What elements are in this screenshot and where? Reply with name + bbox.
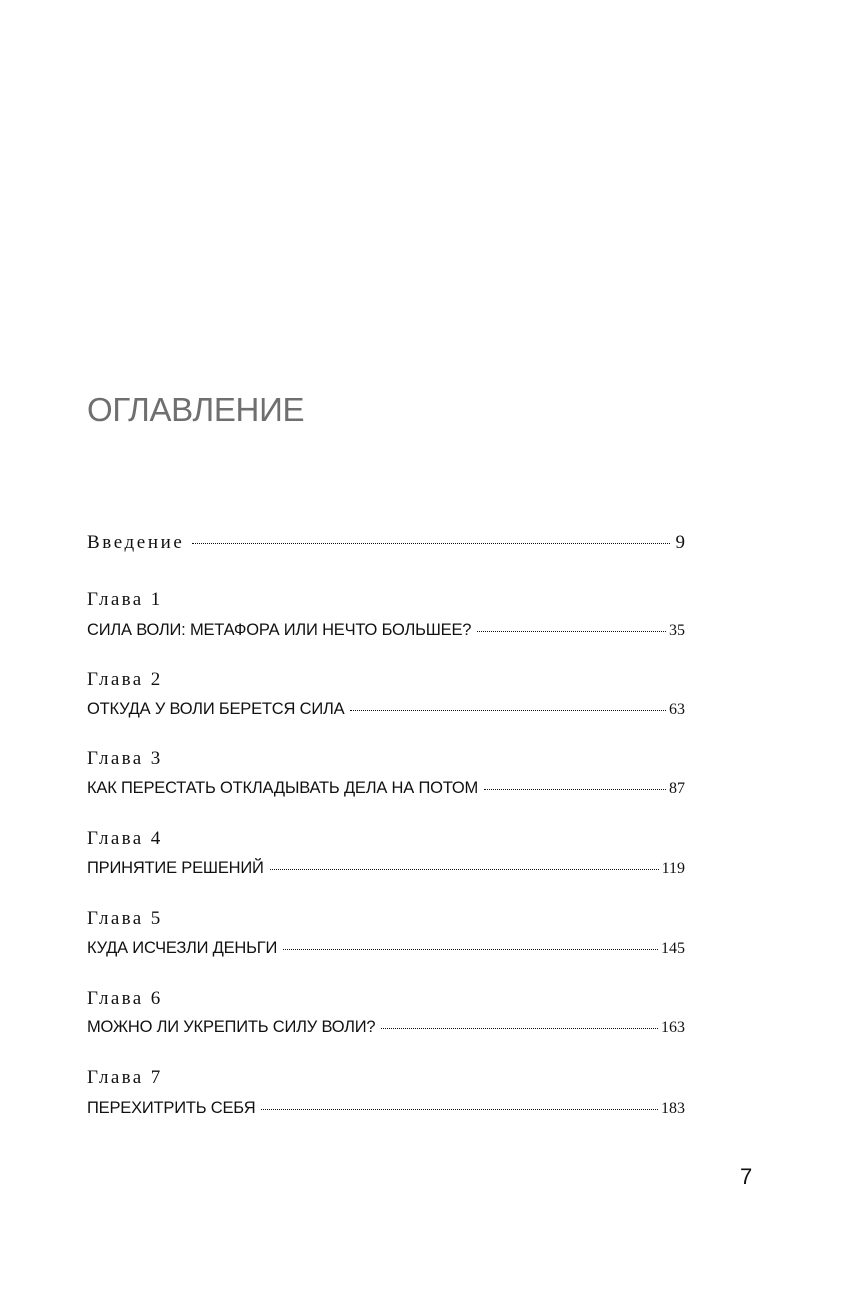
chapter-7-label: Глава 7	[87, 1067, 163, 1088]
intro-page-number: 9	[675, 532, 685, 553]
chapter-6-page-number: 163	[661, 1019, 685, 1036]
page-number: 7	[740, 1164, 753, 1189]
dot-leader	[270, 869, 659, 870]
chapter-2-title: ОТКУДА У ВОЛИ БЕРЕТСЯ СИЛА	[87, 700, 345, 718]
chapter-1-title: СИЛА ВОЛИ: МЕТАФОРА ИЛИ НЕЧТО БОЛЬШЕЕ?	[87, 621, 472, 639]
dot-leader	[261, 1109, 658, 1110]
dot-leader	[477, 631, 666, 632]
chapter-1-page-number: 35	[669, 622, 685, 639]
chapter-2-label: Глава 2	[87, 669, 163, 690]
chapter-5-label: Глава 5	[87, 908, 163, 929]
chapter-4-label: Глава 4	[87, 828, 163, 849]
dot-leader	[192, 543, 669, 544]
chapter-3-label: Глава 3	[87, 748, 163, 769]
chapter-5-page-number: 145	[661, 940, 685, 957]
chapter-4-page-number: 119	[661, 860, 685, 877]
chapter-7-title: ПЕРЕХИТРИТЬ СЕБЯ	[87, 1099, 256, 1117]
chapter-6-title: МОЖНО ЛИ УКРЕПИТЬ СИЛУ ВОЛИ?	[87, 1018, 376, 1036]
chapter-4-title: ПРИНЯТИЕ РЕШЕНИЙ	[87, 859, 264, 877]
toc-entry-chapter-2[interactable]	[87, 698, 685, 721]
chapter-6-label: Глава 6	[87, 988, 163, 1009]
dot-leader	[283, 949, 658, 950]
toc-entry-chapter-3[interactable]	[87, 777, 685, 800]
toc-entry-chapter-5[interactable]	[87, 937, 685, 960]
dot-leader	[484, 789, 666, 790]
toc-entry-chapter-6[interactable]	[87, 1016, 685, 1039]
chapter-1-label: Глава 1	[87, 589, 163, 610]
toc-entry-chapter-1[interactable]	[87, 619, 685, 642]
dot-leader	[350, 710, 666, 711]
chapter-3-page-number: 87	[669, 780, 685, 797]
dot-leader	[381, 1028, 658, 1029]
chapter-5-title: КУДА ИСЧЕЗЛИ ДЕНЬГИ	[87, 939, 278, 957]
chapter-3-title: КАК ПЕРЕСТАТЬ ОТКЛАДЫВАТЬ ДЕЛА НА ПОТОМ	[87, 779, 479, 797]
toc-entry-chapter-7[interactable]	[87, 1097, 685, 1120]
chapter-7-page-number: 183	[661, 1100, 685, 1117]
toc-entry-intro[interactable]	[87, 531, 685, 555]
toc-entry-chapter-4[interactable]	[87, 857, 685, 880]
page-title: ОГЛАВЛЕНИЕ	[87, 391, 305, 428]
chapter-2-page-number: 63	[669, 701, 685, 718]
intro-label: Введение	[87, 532, 185, 553]
